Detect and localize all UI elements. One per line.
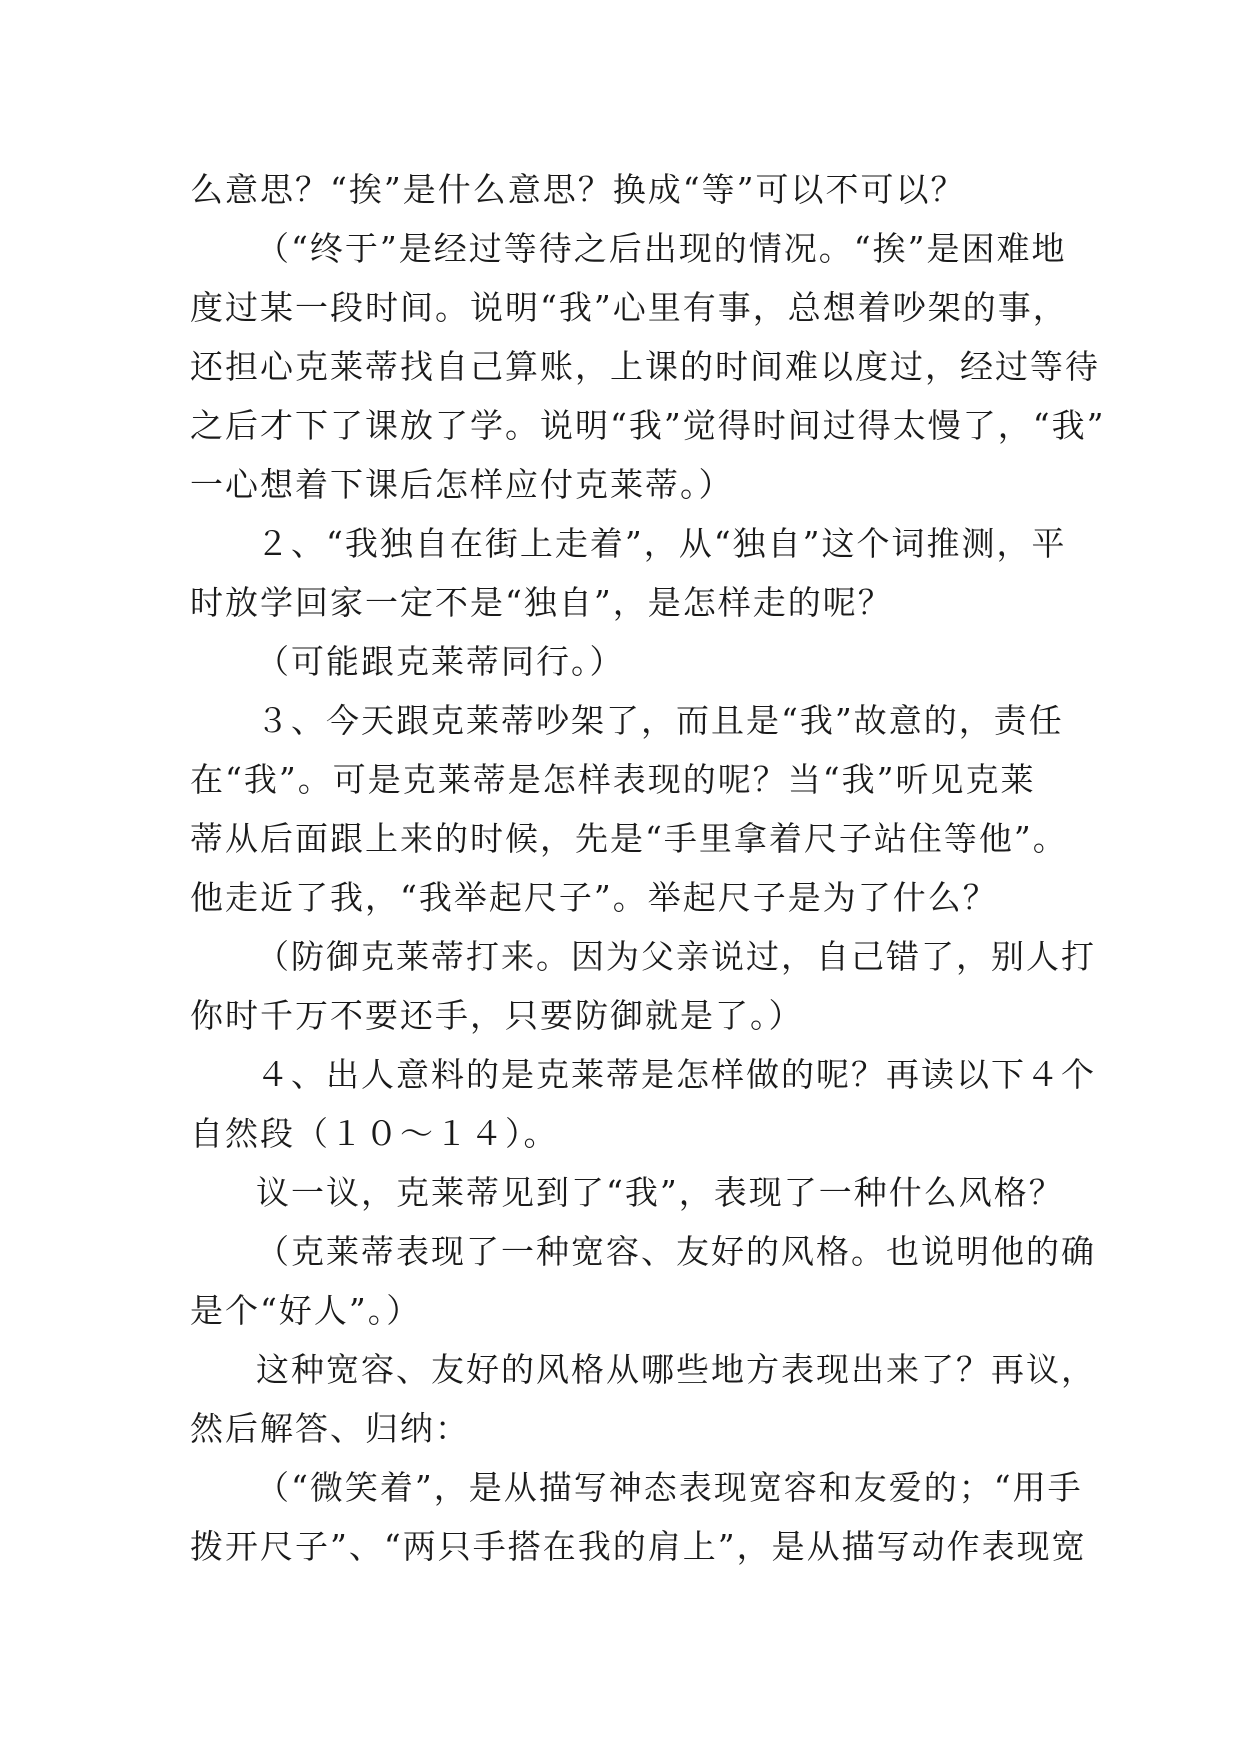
text-line: 拨开尺子”、“两只手搭在我的肩上”，是从描写动作表现宽	[190, 1527, 1087, 1566]
text-line: 他走近了我，“我举起尺子”。举起尺子是为了什么？	[190, 878, 998, 917]
text-line: 在“我”。可是克莱蒂是怎样表现的呢？当“我”听见克莱	[190, 760, 1036, 799]
text-line: 议一议，克莱蒂见到了“我”，表现了一种什么风格？	[256, 1173, 1064, 1212]
document-body	[190, 160, 1106, 1576]
text-line: 度过某一段时间。说明“我”心里有事，总想着吵架的事，	[190, 288, 1068, 327]
text-line: 自然段（１０～１４）。	[190, 1114, 559, 1153]
text-line: 然后解答、归纳：	[190, 1409, 470, 1448]
text-line: （可能跟克莱蒂同行。）	[256, 642, 625, 681]
text-line: 还担心克莱蒂找自己算账，上课的时间难以度过，经过等待	[190, 347, 1100, 386]
text-line: （“微笑着”，是从描写神态表现宽容和友爱的；“用手	[256, 1468, 1083, 1507]
text-line: 之后才下了课放了学。说明“我”觉得时间过得太慢了，“我”	[190, 406, 1106, 445]
text-line: （克莱蒂表现了一种宽容、友好的风格。也说明他的确	[256, 1232, 1096, 1271]
text-line: （“终于”是经过等待之后出现的情况。“挨”是困难地	[256, 229, 1067, 268]
text-line: 这种宽容、友好的风格从哪些地方表现出来了？再议，	[256, 1350, 1096, 1389]
text-line: 蒂从后面跟上来的时候，先是“手里拿着尺子站住等他”。	[190, 819, 1068, 858]
text-line: （防御克莱蒂打来。因为父亲说过，自己错了，别人打	[256, 937, 1096, 976]
text-line: ２、“我独自在街上走着”，从“独自”这个词推测，平	[256, 524, 1067, 563]
text-line: 是个“好人”。）	[190, 1291, 422, 1330]
text-line: 么意思？“挨”是什么意思？换成“等”可以不可以？	[190, 170, 966, 209]
text-line: 时放学回家一定不是“独自”，是怎样走的呢？	[190, 583, 893, 622]
text-line: ３、今天跟克莱蒂吵架了，而且是“我”故意的，责任	[256, 701, 1064, 740]
text-line: 一心想着下课后怎样应付克莱蒂。）	[190, 465, 734, 504]
text-line: 你时千万不要还手，只要防御就是了。）	[190, 996, 804, 1035]
text-line: ４、出人意料的是克莱蒂是怎样做的呢？再读以下４个	[256, 1055, 1096, 1094]
